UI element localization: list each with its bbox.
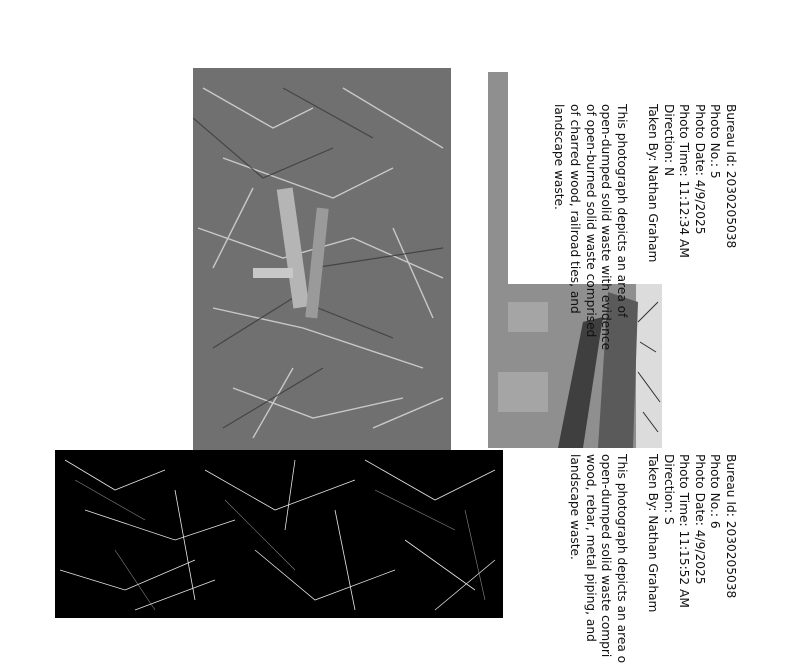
photo5-description-line: of open-burned solid waste comprised [583,104,598,338]
photo5-taken-by: Taken By: Nathan Graham [646,104,661,263]
photo6-time: Photo Time: 11:15:52 AM [677,454,692,608]
photo5-number: Photo No.: 5 [708,104,723,179]
photo6-date: Photo Date: 4/9/2025 [692,454,707,585]
photo5-caption [508,72,742,351]
photo6-bureau-id: Bureau Id: 2030205038 [724,454,738,599]
photo5-description-line: open-dumped solid waste with evidence [599,104,614,351]
dark-debris-photo [55,450,503,618]
photo6-number: Photo No.: 6 [708,454,723,529]
photo6-caption [508,450,742,663]
photo6-direction: Direction: S [661,454,676,525]
photo5-description-line: This photograph depicts an area of [614,104,629,318]
photo5-description-line: landscape waste. [552,104,567,210]
photo6-description-line: open-dumped solid waste compri [599,454,614,658]
photo6-description-line: landscape waste. [568,454,583,560]
photo5-description-line: of charred wood, railroad ties, and [568,104,583,314]
photo6-description-line: wood, rebar, metal piping, and [583,454,598,642]
photo5-direction: Direction: N [661,104,676,177]
photo5-bureau-id: Bureau Id: 2030205038 [724,104,738,249]
photo5-date: Photo Date: 4/9/2025 [692,104,707,235]
photo6-taken-by: Taken By: Nathan Graham [646,454,661,613]
debris-closeup-photo [193,68,451,450]
photo5-time: Photo Time: 11:12:34 AM [677,104,692,258]
photo6-description-line: This photograph depicts an area o [614,454,629,663]
